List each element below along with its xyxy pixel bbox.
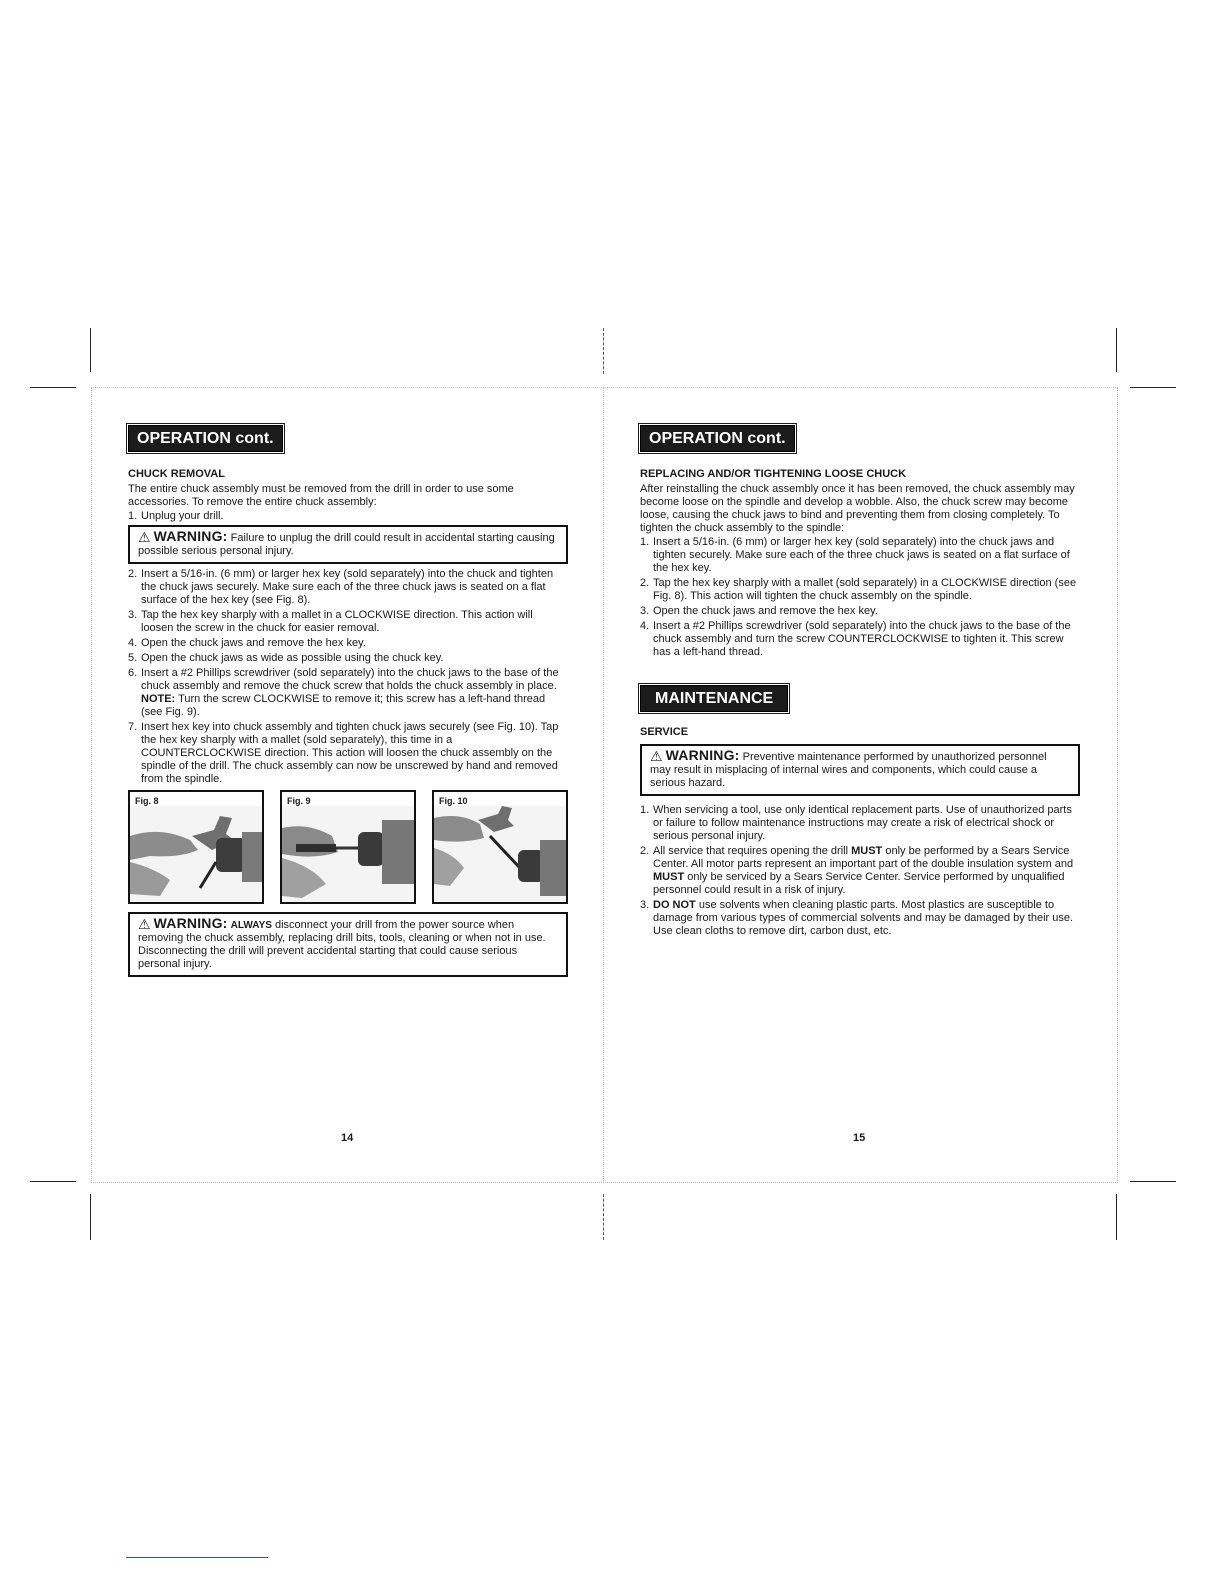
list-item: 2. Tap the hex key sharply with a mallet (sold separately) in a CLOCKWISE direction (see Fig. 8). This action will tighten the chuck assembly on the spindle. bbox=[640, 577, 1077, 602]
list-item: 1. Unplug your drill. bbox=[128, 510, 224, 522]
list-item: 4. Open the chuck jaws and remove the hex key. bbox=[128, 637, 366, 649]
crop-mark bbox=[30, 387, 76, 388]
warning-triangle-icon: ⚠ bbox=[138, 529, 151, 545]
intro-paragraph: The entire chuck assembly must be removed from the drill in order to use some accessories. To remove the entire chuck assembly: bbox=[128, 483, 514, 508]
list-item: 3. Open the chuck jaws and remove the hex key. bbox=[640, 605, 878, 617]
page-divider bbox=[603, 387, 604, 1181]
crop-mark bbox=[1116, 328, 1117, 372]
list-item: 5. Open the chuck jaws as wide as possible using the chuck key. bbox=[128, 652, 444, 664]
step-list bbox=[640, 804, 1080, 938]
list-item: 1. When servicing a tool, use only identical replacement parts. Use of unauthorized parts or failure to follow maintenance instructions may create a risk of electrical shock or serious personal injury. bbox=[640, 804, 1072, 842]
list-item: 2. All service that requires opening the drill MUST only be performed by a Sears Service Center. All motor parts represent an important part of the double insulation system and MUST only be serviced by a Sears Service Center. Service performed by unqualified personnel could result in a risk of injury. bbox=[640, 845, 1074, 896]
subheading: REPLACING AND/OR TIGHTENING LOOSE CHUCK bbox=[640, 468, 907, 480]
drill-hex-key-mallet-image bbox=[434, 806, 566, 902]
page-number: 15 bbox=[853, 1132, 866, 1144]
crop-mark bbox=[30, 1181, 76, 1182]
section-header: OPERATION cont. bbox=[128, 425, 283, 452]
left-page bbox=[128, 425, 568, 981]
service-heading: SERVICE bbox=[640, 726, 689, 738]
step-list bbox=[128, 568, 568, 786]
step-list bbox=[640, 536, 1080, 659]
figure-row bbox=[128, 790, 568, 904]
warning-triangle-icon: ⚠ bbox=[138, 916, 151, 932]
warning-box bbox=[128, 525, 568, 564]
page-number: 14 bbox=[341, 1132, 354, 1144]
crop-mark bbox=[1116, 1194, 1117, 1240]
intro-paragraph: After reinstalling the chuck assembly once it has been removed, the chuck assembly may become loose on the spindle and develop a wobble. Also, the chuck screw may become loose, causing the chuck jaws to bind and preventing them from closing completely. To tighten the chuck assembly to the spindle: bbox=[640, 483, 1075, 534]
figure-8: Fig. 8 bbox=[128, 790, 264, 904]
section-header: OPERATION cont. bbox=[640, 425, 795, 452]
figure-10: Fig. 10 bbox=[432, 790, 568, 904]
list-item: 1. Insert a 5/16-in. (6 mm) or larger hex key (sold separately) into the chuck jaws and tighten securely. Make sure each of the three chuck jaws is seated on a flat surface of the hex key. bbox=[640, 536, 1070, 574]
crop-mark bbox=[1130, 387, 1176, 388]
subheading: CHUCK REMOVAL bbox=[128, 468, 225, 480]
list-item: 7. Insert hex key into chuck assembly and tighten chuck jaws securely (see Fig. 10). Tap the hex key sharply with a mallet (sold separately), this time in a COUNTERCLOCKWISE direction. This action will loosen the chuck assembly on the spindle of the drill. The chuck assembly can now be unscrewed by hand and removed from the spindle. bbox=[128, 721, 559, 785]
list-item: 4. Insert a #2 Phillips screwdriver (sold separately) into the chuck jaws to the base of the chuck assembly and turn the screw COUNTERCLOCKWISE to tighten it. This screw has a left-hand thread. bbox=[640, 620, 1071, 658]
step-list bbox=[128, 510, 568, 523]
list-item: 3. DO NOT use solvents when cleaning plastic parts. Most plastics are susceptible to damage from various types of commercial solvents and may be damaged by their use. Use clean cloths to remove dirt, carbon dust, etc. bbox=[640, 899, 1074, 937]
warning-box bbox=[640, 744, 1080, 796]
maintenance-header: MAINTENANCE bbox=[640, 685, 788, 712]
crop-mark bbox=[1130, 1181, 1176, 1182]
fold-mark bbox=[603, 1194, 604, 1240]
warning-box: ⚠ WARNING: ALWAYS disconnect your drill from the power source when removing the chuck assembly, replacing drill bits, tools, cleaning or when not in use. Disconnecting the drill will prevent accidental starting that could cause serious personal injury. bbox=[128, 912, 568, 977]
list-item: 6. Insert a #2 Phillips screwdriver (sold separately) into the chuck jaws to the base of the chuck assembly and remove the chuck screw that holds the chuck assembly in place. NOTE: Turn the screw CLOCKWISE to remove it; this screw has a left-hand thread (see Fig. 9). bbox=[128, 667, 559, 718]
warning-label: WARNING: bbox=[665, 747, 740, 763]
warning-label: WARNING: bbox=[153, 528, 228, 544]
drill-screwdriver-image bbox=[282, 806, 414, 902]
warning-label: WARNING: bbox=[153, 915, 228, 931]
fold-mark bbox=[603, 328, 604, 374]
list-item: 2. Insert a 5/16-in. (6 mm) or larger hex key (sold separately) into the chuck and tighten the chuck jaws securely. Make sure each of the three chuck jaws is seated on a flat surface of the hex key (see Fig. 8). bbox=[128, 568, 554, 606]
warning-triangle-icon: ⚠ bbox=[650, 748, 663, 764]
list-item: 3. Tap the hex key sharply with a mallet in a CLOCKWISE direction. This action will loosen the screw in the chuck for easier removal. bbox=[128, 609, 533, 634]
right-page bbox=[640, 425, 1080, 940]
warning-text: disconnect your drill from the power source when removing the chuck assembly, replacing drill bits, tools, cleaning or when not in use. Disconnecting the drill will prevent accidental starting that could cause serious personal injury. bbox=[138, 919, 546, 970]
warning-text: Preventive maintenance performed by unauthorized personnel may result in misplacing of internal wires and components, which could cause a serious hazard. bbox=[650, 751, 1047, 789]
drill-hex-key-mallet-image bbox=[130, 806, 262, 902]
crop-mark bbox=[90, 1194, 91, 1240]
crop-mark bbox=[90, 328, 91, 372]
link-underline[interactable] bbox=[126, 1557, 268, 1558]
warning-text: Failure to unplug the drill could result in accidental starting causing possible serious personal injury. bbox=[138, 532, 555, 557]
figure-9: Fig. 9 bbox=[280, 790, 416, 904]
